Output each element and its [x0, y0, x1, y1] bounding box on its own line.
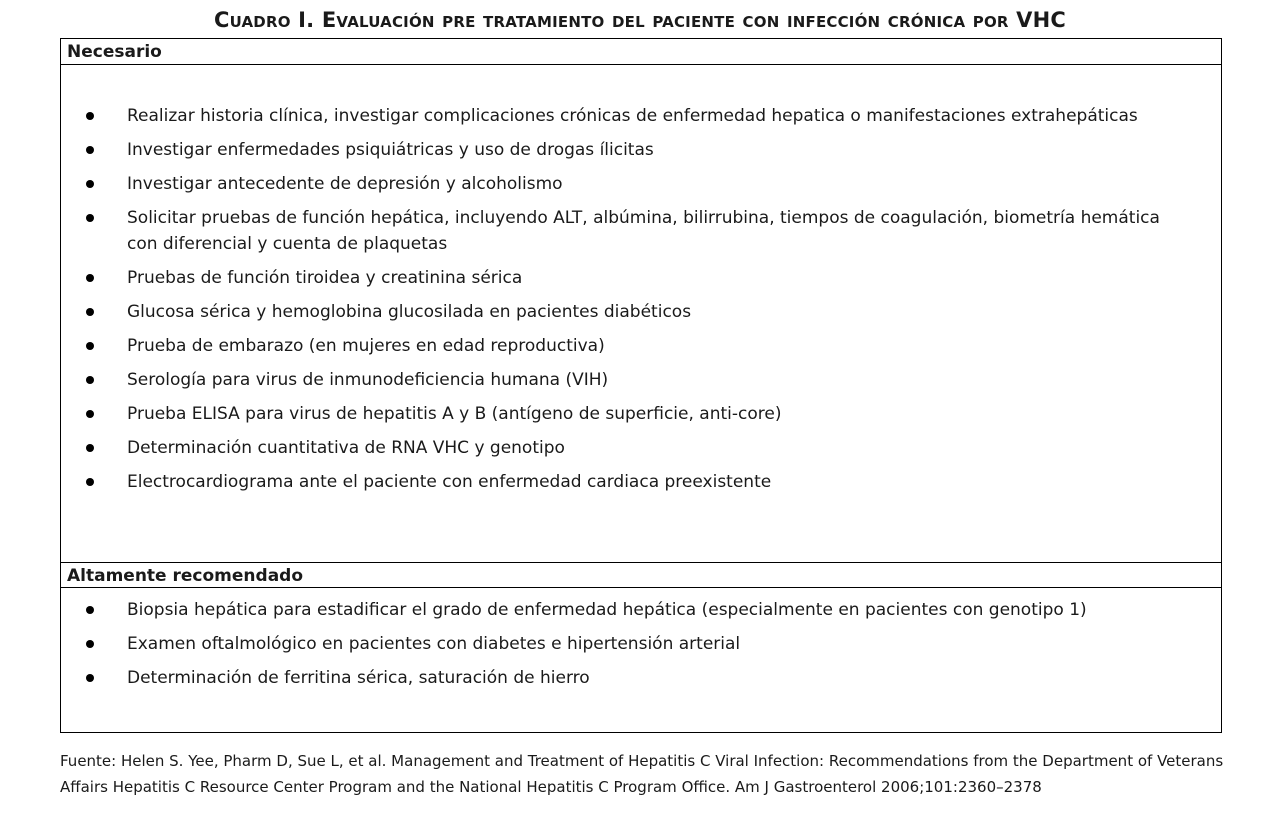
evaluation-table — [60, 38, 1222, 733]
list-item — [61, 435, 1221, 461]
list-item — [61, 469, 1221, 495]
altamente-recomendado-list — [61, 597, 1221, 699]
bullet-icon — [86, 674, 94, 682]
list-item — [61, 665, 1221, 691]
list-item-text: Electrocardiograma ante el paciente con enfermedad cardiaca preexistente — [127, 472, 772, 492]
bullet-icon — [86, 146, 94, 154]
list-item — [61, 205, 1221, 257]
list-item-text: Determinación cuantitativa de RNA VHC y genotipo — [127, 438, 565, 458]
bullet-icon — [86, 410, 94, 418]
bullet-icon — [86, 214, 94, 222]
list-item-text: Solicitar pruebas de función hepática, incluyendo ALT, albúmina, bilirrubina, tiempos de coagulación, biometría hemática con diferencial y cuenta de plaquetas — [127, 208, 1160, 254]
bullet-icon — [86, 640, 94, 648]
list-item-text: Realizar historia clínica, investigar complicaciones crónicas de enfermedad hepatica o manifestaciones extrahepáticas — [127, 106, 1138, 126]
list-item-text: Investigar antecedente de depresión y alcoholismo — [127, 174, 563, 194]
list-item-text: Examen oftalmológico en pacientes con diabetes e hipertensión arterial — [127, 634, 741, 654]
bullet-icon — [86, 342, 94, 350]
list-item-text: Prueba ELISA para virus de hepatitis A y B (antígeno de superficie, anti-core) — [127, 404, 782, 424]
list-item — [61, 265, 1221, 291]
list-item-text: Biopsia hepática para estadificar el grado de enfermedad hepática (especialmente en pacientes con genotipo 1) — [127, 600, 1087, 620]
bullet-icon — [86, 274, 94, 282]
list-item — [61, 631, 1221, 657]
necesario-list — [61, 103, 1221, 503]
list-item — [61, 171, 1221, 197]
list-item-text: Investigar enfermedades psiquiátricas y uso de drogas ílicitas — [127, 140, 654, 160]
list-item — [61, 401, 1221, 427]
section-heading-altamente-recomendado: Altamente recomendado — [61, 562, 1221, 588]
bullet-icon — [86, 376, 94, 384]
list-item — [61, 299, 1221, 325]
bullet-icon — [86, 606, 94, 614]
bullet-icon — [86, 444, 94, 452]
list-item-text: Serología para virus de inmunodeficiencia humana (VIH) — [127, 370, 609, 390]
list-item — [61, 333, 1221, 359]
list-item — [61, 137, 1221, 163]
list-item-text: Pruebas de función tiroidea y creatinina sérica — [127, 268, 523, 288]
list-item — [61, 367, 1221, 393]
source-citation: Fuente: Helen S. Yee, Pharm D, Sue L, et al. Management and Treatment of Hepatitis C Viral Infection: Recommendations from the Department of Veterans Affairs Hepatitis C Resource Center Program and the National Hepatitis C Program Office. Am J Gastroenterol 2006;101:2360–2378 — [60, 752, 1224, 796]
bullet-icon — [86, 112, 94, 120]
table-title: Cuadro I. Evaluación pre tratamiento del paciente con infección crónica por VHC — [213, 8, 1067, 32]
bullet-icon — [86, 180, 94, 188]
list-item — [61, 597, 1221, 623]
bullet-icon — [86, 308, 94, 316]
list-item — [61, 103, 1221, 129]
section-heading-necesario: Necesario — [61, 39, 1221, 65]
bullet-icon — [86, 478, 94, 486]
list-item-text: Prueba de embarazo (en mujeres en edad reproductiva) — [127, 336, 605, 356]
list-item-text: Determinación de ferritina sérica, saturación de hierro — [127, 668, 590, 688]
list-item-text: Glucosa sérica y hemoglobina glucosilada en pacientes diabéticos — [127, 302, 692, 322]
